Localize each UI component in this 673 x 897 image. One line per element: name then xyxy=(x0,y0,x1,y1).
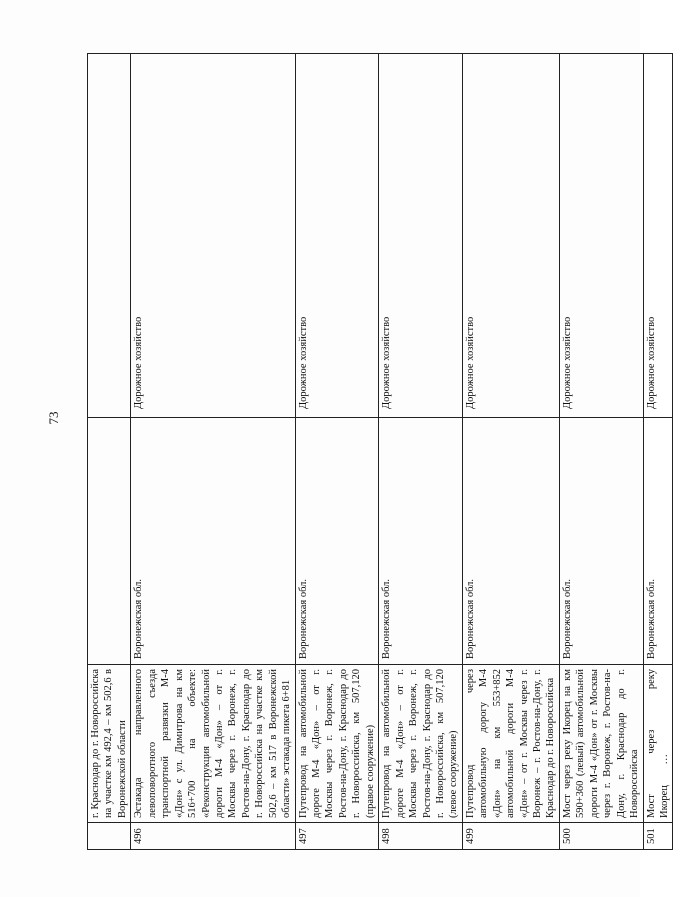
sector: Дорожное хозяйство xyxy=(559,54,643,418)
region xyxy=(88,418,131,665)
table-row xyxy=(643,54,673,850)
row-number: 500 xyxy=(559,823,643,850)
table-row xyxy=(379,54,463,850)
region: Воронежская обл. xyxy=(295,418,379,665)
rotated-table-wrapper xyxy=(87,54,670,850)
object-name: г. Краснодар до г. Новороссийска на участке км 492,4 – км 502,6 в Воронежской области xyxy=(88,665,131,823)
region: Воронежская обл. xyxy=(131,418,295,665)
sector: Дорожное хозяйство xyxy=(379,54,463,418)
object-name: Путепровод на автомобильной дороге М-4 «Дон» – от г. Москвы через г. Воронеж, г. Ростов-на-Дону, г. Краснодар до г. Новороссийска, км 507,120 (правое сооружение) xyxy=(295,665,379,823)
region: Воронежская обл. xyxy=(379,418,463,665)
table-row xyxy=(88,54,131,850)
row-number: 501 xyxy=(643,823,673,850)
row-number xyxy=(88,823,131,850)
row-number: 499 xyxy=(462,823,559,850)
row-number: 498 xyxy=(379,823,463,850)
table-row xyxy=(131,54,295,850)
row-number: 496 xyxy=(131,823,295,850)
row-number: 497 xyxy=(295,823,379,850)
region: Воронежская обл. xyxy=(559,418,643,665)
region: Воронежская обл. xyxy=(462,418,559,665)
page-number: 73 xyxy=(46,411,61,425)
region: Воронежская обл. xyxy=(643,418,673,665)
table-row xyxy=(559,54,643,850)
sector: Дорожное хозяйство xyxy=(131,54,295,418)
object-name: Путепровод через автомобильную дорогу М-4 «Дон» на км 553+852 автомобильной дороги М-4 «Дон» – от г. Москвы через г. Воронеж – г. Ростов-на-Дону, г. Краснодар до г. Новороссийска xyxy=(462,665,559,823)
sector xyxy=(88,54,131,418)
sector: Дорожное хозяйство xyxy=(462,54,559,418)
objects-table xyxy=(87,53,673,850)
table-row xyxy=(462,54,559,850)
sector: Дорожное хозяйство xyxy=(295,54,379,418)
object-name: Путепровод на автомобильной дороге М-4 «Дон» – от г. Москвы через г. Воронеж, г. Ростов-на-Дону, г. Краснодар до г. Новороссийска, км 507,120 (левое сооружение) xyxy=(379,665,463,823)
object-name: Мост через реку Икорец … xyxy=(643,665,673,823)
object-name: Эстакада направленного левоповоротного съезда транспортной развязки М-4 «Дон» с ул. Димитрова на км 516+700 на объекте: «Реконструкция автомобильной дороги М-4 «Дон» – от г. Москвы через г. Воронеж, г. Ростов-на-Дону, г. Краснодар до г. Новороссийска на участке км 502,6 – км 517 в Воронежской области» эстакада пикета 6+81 xyxy=(131,665,295,823)
table-row xyxy=(295,54,379,850)
object-name: Мост через реку Икорец на км 590+360 (левый) автомобильной дороги М-4 «Дон» от г. Москвы через г. Воронеж, г. Ростов-на-Дону, г. Краснодар до г. Новороссийска xyxy=(559,665,643,823)
sector: Дорожное хозяйство xyxy=(643,54,673,418)
